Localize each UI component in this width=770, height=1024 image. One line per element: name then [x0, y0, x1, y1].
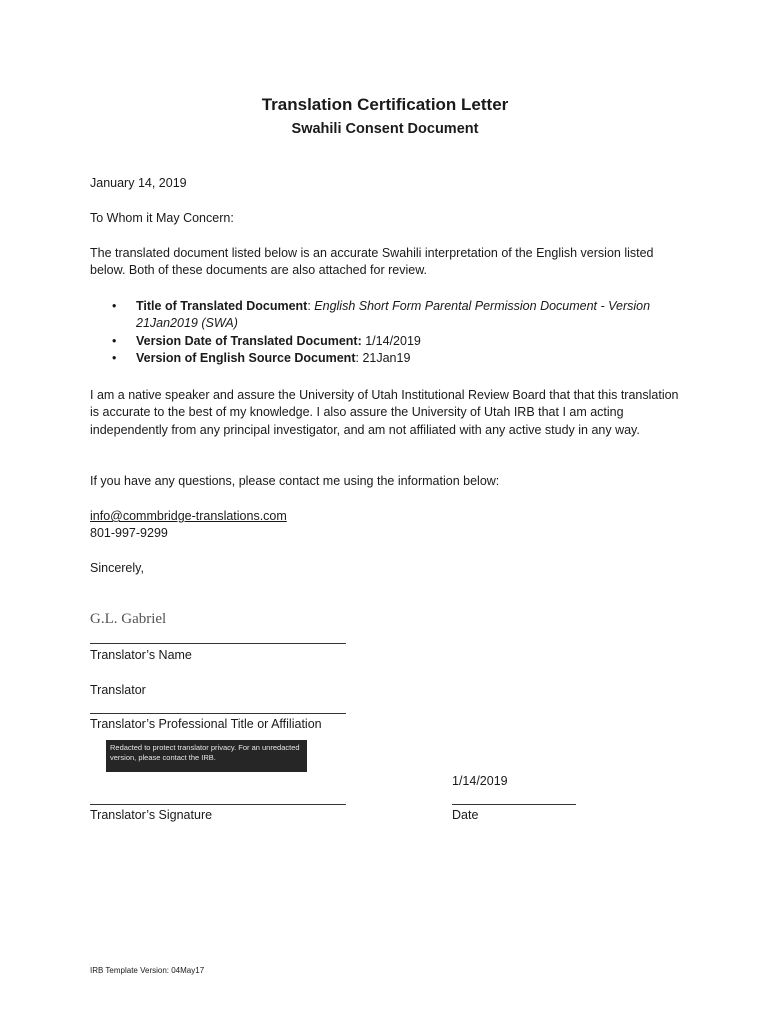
detail-label: Version Date of Translated Document: [136, 333, 362, 348]
detail-value: 1/14/2019 [365, 333, 421, 348]
date-line [452, 804, 576, 805]
translator-title-label: Translator’s Professional Title or Affiliation [90, 717, 322, 731]
list-item [90, 298, 680, 333]
document-subtitle: Swahili Consent Document [291, 121, 479, 137]
detail-separator: : [307, 299, 315, 313]
translator-name-line [90, 643, 346, 644]
letter-date: January 14, 2019 [90, 176, 187, 190]
contact-phone: 801-997-9299 [90, 526, 168, 540]
bullet-icon: • [112, 333, 117, 348]
contact-intro: If you have any questions, please contact me using the information below: [90, 474, 500, 488]
translator-name-value: G.L. Gabriel [90, 611, 167, 627]
translator-name-label: Translator’s Name [90, 648, 192, 662]
assurance-paragraph: I am a native speaker and assure the University of Utah Institutional Review Board that that this translation is accurate to the best of my knowledge. I also assure the University of Utah IRB that I am acting independently from any principal investigator, and am not affiliated with any active study in any way. [90, 388, 679, 437]
intro-paragraph: The translated document listed below is an accurate Swahili interpretation of the English version listed below. Both of these documents are also attached for review. [90, 246, 654, 278]
closing: Sincerely, [90, 561, 144, 575]
signature-label: Translator’s Signature [90, 808, 213, 822]
detail-separator: : [355, 350, 363, 365]
document-title: Translation Certification Letter [261, 95, 509, 114]
date-label: Date [452, 808, 479, 822]
list-item [90, 350, 680, 367]
detail-value: English Short Form Parental Permission Document - Version 21Jan2019 (SWA) [136, 299, 651, 331]
contact-email-row [90, 508, 680, 525]
translator-title-value: Translator [90, 683, 146, 697]
template-version-footer: IRB Template Version: 04May17 [90, 966, 205, 975]
translator-title-line [90, 713, 346, 714]
detail-value: 21Jan19 [362, 350, 411, 365]
redacted-signature-box: Redacted to protect translator privacy. For an unredacted version, please contact the IRB. [106, 740, 307, 772]
list-item [90, 333, 680, 350]
salutation: To Whom it May Concern: [90, 211, 234, 225]
detail-label: Title of Translated Document [136, 299, 308, 313]
bullet-icon: • [112, 350, 117, 365]
contact-email-link[interactable]: info@commbridge-translations.com [90, 509, 287, 523]
signature-line [90, 804, 346, 805]
document-details-list [90, 298, 680, 367]
bullet-icon: • [112, 299, 117, 313]
signature-date-value: 1/14/2019 [452, 774, 508, 788]
detail-label: Version of English Source Document [136, 350, 356, 365]
